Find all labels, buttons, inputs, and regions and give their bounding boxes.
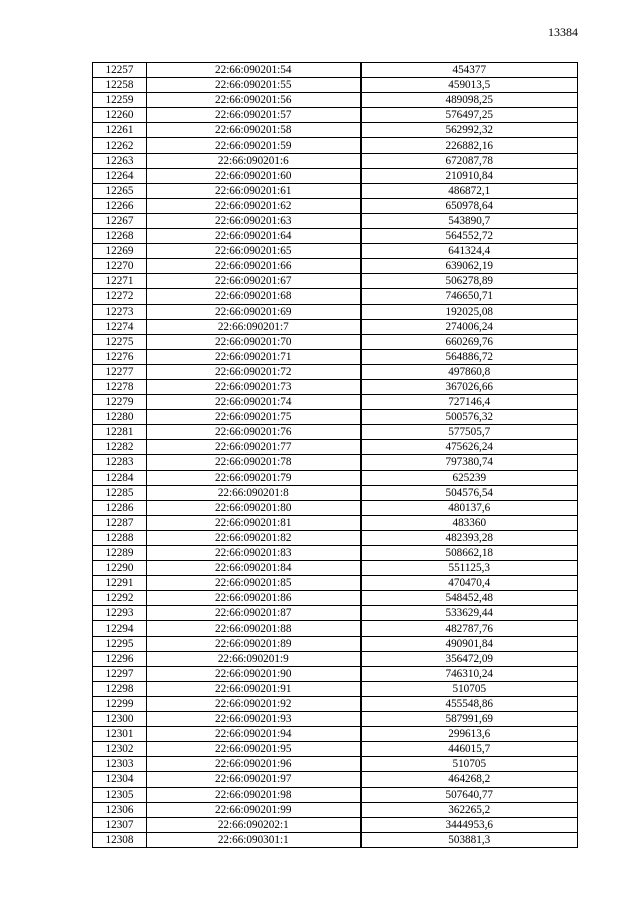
value-cell: 650978,64 bbox=[361, 198, 578, 213]
value-cell: 746310,24 bbox=[361, 666, 578, 681]
value-cell: 486872,1 bbox=[361, 183, 578, 198]
cadastral-number-cell: 22:66:090201:79 bbox=[147, 470, 361, 485]
row-number-cell: 12258 bbox=[93, 78, 147, 93]
value-cell: 503881,3 bbox=[361, 832, 578, 847]
table-row bbox=[93, 832, 578, 847]
table-row bbox=[93, 772, 578, 787]
cadastral-number-cell: 22:66:090201:55 bbox=[147, 78, 361, 93]
table-row bbox=[93, 500, 578, 515]
row-number-cell: 12263 bbox=[93, 153, 147, 168]
cadastral-number-cell: 22:66:090201:70 bbox=[147, 334, 361, 349]
value-cell: 274006,24 bbox=[361, 319, 578, 334]
table-row bbox=[93, 213, 578, 228]
table-row bbox=[93, 334, 578, 349]
row-number-cell: 12296 bbox=[93, 651, 147, 666]
row-number-cell: 12293 bbox=[93, 606, 147, 621]
table-row bbox=[93, 319, 578, 334]
table-row bbox=[93, 198, 578, 213]
cadastral-number-cell: 22:66:090301:1 bbox=[147, 832, 361, 847]
row-number-cell: 12275 bbox=[93, 334, 147, 349]
row-number-cell: 12279 bbox=[93, 395, 147, 410]
page-number: 13384 bbox=[548, 25, 578, 39]
cadastral-number-cell: 22:66:090201:73 bbox=[147, 379, 361, 394]
table-row bbox=[93, 546, 578, 561]
row-number-cell: 12292 bbox=[93, 591, 147, 606]
table-row bbox=[93, 395, 578, 410]
cadastral-number-cell: 22:66:090201:97 bbox=[147, 772, 361, 787]
cadastral-number-cell: 22:66:090201:57 bbox=[147, 108, 361, 123]
row-number-cell: 12306 bbox=[93, 802, 147, 817]
cadastral-number-cell: 22:66:090201:68 bbox=[147, 289, 361, 304]
cadastral-number-cell: 22:66:090201:93 bbox=[147, 712, 361, 727]
row-number-cell: 12298 bbox=[93, 681, 147, 696]
value-cell: 507640,77 bbox=[361, 787, 578, 802]
row-number-cell: 12269 bbox=[93, 244, 147, 259]
row-number-cell: 12295 bbox=[93, 636, 147, 651]
table-row bbox=[93, 561, 578, 576]
cadastral-number-cell: 22:66:090201:64 bbox=[147, 229, 361, 244]
table-row bbox=[93, 742, 578, 757]
value-cell: 510705 bbox=[361, 757, 578, 772]
value-cell: 497860,8 bbox=[361, 364, 578, 379]
row-number-cell: 12260 bbox=[93, 108, 147, 123]
row-number-cell: 12294 bbox=[93, 621, 147, 636]
value-cell: 506278,89 bbox=[361, 274, 578, 289]
table-row bbox=[93, 108, 578, 123]
data-table bbox=[92, 62, 578, 848]
table-row bbox=[93, 636, 578, 651]
row-number-cell: 12300 bbox=[93, 712, 147, 727]
row-number-cell: 12299 bbox=[93, 696, 147, 711]
table-row bbox=[93, 229, 578, 244]
row-number-cell: 12266 bbox=[93, 198, 147, 213]
cadastral-number-cell: 22:66:090201:65 bbox=[147, 244, 361, 259]
cadastral-number-cell: 22:66:090201:75 bbox=[147, 410, 361, 425]
cadastral-number-cell: 22:66:090201:98 bbox=[147, 787, 361, 802]
value-cell: 576497,25 bbox=[361, 108, 578, 123]
value-cell: 475626,24 bbox=[361, 440, 578, 455]
table-row bbox=[93, 244, 578, 259]
cadastral-number-cell: 22:66:090201:56 bbox=[147, 93, 361, 108]
value-cell: 455548,86 bbox=[361, 696, 578, 711]
row-number-cell: 12270 bbox=[93, 259, 147, 274]
row-number-cell: 12287 bbox=[93, 515, 147, 530]
table-row bbox=[93, 576, 578, 591]
table-row bbox=[93, 274, 578, 289]
value-cell: 641324,4 bbox=[361, 244, 578, 259]
row-number-cell: 12291 bbox=[93, 576, 147, 591]
table-row bbox=[93, 727, 578, 742]
value-cell: 562992,32 bbox=[361, 123, 578, 138]
row-number-cell: 12264 bbox=[93, 168, 147, 183]
value-cell: 489098,25 bbox=[361, 93, 578, 108]
value-cell: 672087,78 bbox=[361, 153, 578, 168]
cadastral-number-cell: 22:66:090201:86 bbox=[147, 591, 361, 606]
table-row bbox=[93, 440, 578, 455]
cadastral-number-cell: 22:66:090201:61 bbox=[147, 183, 361, 198]
table-row bbox=[93, 802, 578, 817]
cadastral-number-cell: 22:66:090201:88 bbox=[147, 621, 361, 636]
row-number-cell: 12286 bbox=[93, 500, 147, 515]
cadastral-number-cell: 22:66:090201:90 bbox=[147, 666, 361, 681]
row-number-cell: 12259 bbox=[93, 93, 147, 108]
cadastral-number-cell: 22:66:090201:59 bbox=[147, 138, 361, 153]
table-body bbox=[93, 63, 578, 848]
table-row bbox=[93, 63, 578, 78]
value-cell: 210910,84 bbox=[361, 168, 578, 183]
row-number-cell: 12282 bbox=[93, 440, 147, 455]
cadastral-number-cell: 22:66:090201:58 bbox=[147, 123, 361, 138]
cadastral-number-cell: 22:66:090201:9 bbox=[147, 651, 361, 666]
row-number-cell: 12277 bbox=[93, 364, 147, 379]
table-row bbox=[93, 425, 578, 440]
value-cell: 367026,66 bbox=[361, 379, 578, 394]
row-number-cell: 12301 bbox=[93, 727, 147, 742]
cadastral-number-cell: 22:66:090201:99 bbox=[147, 802, 361, 817]
cadastral-number-cell: 22:66:090201:6 bbox=[147, 153, 361, 168]
value-cell: 226882,16 bbox=[361, 138, 578, 153]
table-row bbox=[93, 696, 578, 711]
table-row bbox=[93, 78, 578, 93]
row-number-cell: 12308 bbox=[93, 832, 147, 847]
table-row bbox=[93, 349, 578, 364]
cadastral-number-cell: 22:66:090201:87 bbox=[147, 606, 361, 621]
cadastral-number-cell: 22:66:090201:54 bbox=[147, 63, 361, 78]
table-row bbox=[93, 712, 578, 727]
value-cell: 356472,09 bbox=[361, 651, 578, 666]
table-row bbox=[93, 485, 578, 500]
value-cell: 3444953,6 bbox=[361, 817, 578, 832]
cadastral-number-cell: 22:66:090201:85 bbox=[147, 576, 361, 591]
cadastral-number-cell: 22:66:090201:80 bbox=[147, 500, 361, 515]
cadastral-number-cell: 22:66:090201:78 bbox=[147, 455, 361, 470]
table-row bbox=[93, 817, 578, 832]
cadastral-number-cell: 22:66:090202:1 bbox=[147, 817, 361, 832]
table-row bbox=[93, 410, 578, 425]
value-cell: 490901,84 bbox=[361, 636, 578, 651]
row-number-cell: 12281 bbox=[93, 425, 147, 440]
row-number-cell: 12283 bbox=[93, 455, 147, 470]
row-number-cell: 12274 bbox=[93, 319, 147, 334]
value-cell: 504576,54 bbox=[361, 485, 578, 500]
row-number-cell: 12305 bbox=[93, 787, 147, 802]
table-row bbox=[93, 168, 578, 183]
row-number-cell: 12276 bbox=[93, 349, 147, 364]
table-row bbox=[93, 153, 578, 168]
table-row bbox=[93, 530, 578, 545]
cadastral-number-cell: 22:66:090201:94 bbox=[147, 727, 361, 742]
table-row bbox=[93, 787, 578, 802]
value-cell: 500576,32 bbox=[361, 410, 578, 425]
value-cell: 548452,48 bbox=[361, 591, 578, 606]
value-cell: 482787,76 bbox=[361, 621, 578, 636]
value-cell: 551125,3 bbox=[361, 561, 578, 576]
value-cell: 587991,69 bbox=[361, 712, 578, 727]
table-row bbox=[93, 138, 578, 153]
cadastral-number-cell: 22:66:090201:66 bbox=[147, 259, 361, 274]
row-number-cell: 12302 bbox=[93, 742, 147, 757]
value-cell: 564552,72 bbox=[361, 229, 578, 244]
cadastral-number-cell: 22:66:090201:60 bbox=[147, 168, 361, 183]
cadastral-number-cell: 22:66:090201:8 bbox=[147, 485, 361, 500]
cadastral-number-cell: 22:66:090201:95 bbox=[147, 742, 361, 757]
value-cell: 464268,2 bbox=[361, 772, 578, 787]
cadastral-number-cell: 22:66:090201:71 bbox=[147, 349, 361, 364]
cadastral-number-cell: 22:66:090201:83 bbox=[147, 546, 361, 561]
table-row bbox=[93, 470, 578, 485]
row-number-cell: 12271 bbox=[93, 274, 147, 289]
row-number-cell: 12288 bbox=[93, 530, 147, 545]
value-cell: 625239 bbox=[361, 470, 578, 485]
row-number-cell: 12272 bbox=[93, 289, 147, 304]
value-cell: 480137,6 bbox=[361, 500, 578, 515]
table-row bbox=[93, 666, 578, 681]
table-row bbox=[93, 591, 578, 606]
cadastral-number-cell: 22:66:090201:92 bbox=[147, 696, 361, 711]
value-cell: 454377 bbox=[361, 63, 578, 78]
value-cell: 746650,71 bbox=[361, 289, 578, 304]
value-cell: 508662,18 bbox=[361, 546, 578, 561]
table-row bbox=[93, 304, 578, 319]
cadastral-number-cell: 22:66:090201:82 bbox=[147, 530, 361, 545]
value-cell: 470470,4 bbox=[361, 576, 578, 591]
cadastral-number-cell: 22:66:090201:91 bbox=[147, 681, 361, 696]
table-row bbox=[93, 364, 578, 379]
table-row bbox=[93, 455, 578, 470]
row-number-cell: 12297 bbox=[93, 666, 147, 681]
cadastral-number-cell: 22:66:090201:96 bbox=[147, 757, 361, 772]
cadastral-number-cell: 22:66:090201:74 bbox=[147, 395, 361, 410]
cadastral-number-cell: 22:66:090201:81 bbox=[147, 515, 361, 530]
value-cell: 797380,74 bbox=[361, 455, 578, 470]
row-number-cell: 12261 bbox=[93, 123, 147, 138]
value-cell: 446015,7 bbox=[361, 742, 578, 757]
value-cell: 459013,5 bbox=[361, 78, 578, 93]
table-row bbox=[93, 123, 578, 138]
row-number-cell: 12303 bbox=[93, 757, 147, 772]
value-cell: 533629,44 bbox=[361, 606, 578, 621]
value-cell: 727146,4 bbox=[361, 395, 578, 410]
value-cell: 564886,72 bbox=[361, 349, 578, 364]
table-row bbox=[93, 289, 578, 304]
row-number-cell: 12290 bbox=[93, 561, 147, 576]
value-cell: 299613,6 bbox=[361, 727, 578, 742]
row-number-cell: 12265 bbox=[93, 183, 147, 198]
value-cell: 639062,19 bbox=[361, 259, 578, 274]
cadastral-number-cell: 22:66:090201:72 bbox=[147, 364, 361, 379]
value-cell: 483360 bbox=[361, 515, 578, 530]
cadastral-number-cell: 22:66:090201:89 bbox=[147, 636, 361, 651]
value-cell: 192025,08 bbox=[361, 304, 578, 319]
row-number-cell: 12280 bbox=[93, 410, 147, 425]
value-cell: 543890,7 bbox=[361, 213, 578, 228]
cadastral-number-cell: 22:66:090201:62 bbox=[147, 198, 361, 213]
table-row bbox=[93, 93, 578, 108]
row-number-cell: 12267 bbox=[93, 213, 147, 228]
value-cell: 660269,76 bbox=[361, 334, 578, 349]
table-row bbox=[93, 379, 578, 394]
cadastral-number-cell: 22:66:090201:84 bbox=[147, 561, 361, 576]
row-number-cell: 12284 bbox=[93, 470, 147, 485]
value-cell: 362265,2 bbox=[361, 802, 578, 817]
row-number-cell: 12304 bbox=[93, 772, 147, 787]
cadastral-number-cell: 22:66:090201:63 bbox=[147, 213, 361, 228]
value-cell: 482393,28 bbox=[361, 530, 578, 545]
row-number-cell: 12289 bbox=[93, 546, 147, 561]
cadastral-number-cell: 22:66:090201:77 bbox=[147, 440, 361, 455]
value-cell: 510705 bbox=[361, 681, 578, 696]
table-row bbox=[93, 651, 578, 666]
row-number-cell: 12278 bbox=[93, 379, 147, 394]
row-number-cell: 12268 bbox=[93, 229, 147, 244]
cadastral-number-cell: 22:66:090201:69 bbox=[147, 304, 361, 319]
value-cell: 577505,7 bbox=[361, 425, 578, 440]
row-number-cell: 12307 bbox=[93, 817, 147, 832]
cadastral-number-cell: 22:66:090201:67 bbox=[147, 274, 361, 289]
row-number-cell: 12257 bbox=[93, 63, 147, 78]
table-row bbox=[93, 606, 578, 621]
cadastral-number-cell: 22:66:090201:76 bbox=[147, 425, 361, 440]
table-row bbox=[93, 183, 578, 198]
table-row bbox=[93, 757, 578, 772]
row-number-cell: 12262 bbox=[93, 138, 147, 153]
table-row bbox=[93, 259, 578, 274]
cadastral-number-cell: 22:66:090201:7 bbox=[147, 319, 361, 334]
table-row bbox=[93, 681, 578, 696]
table-row bbox=[93, 621, 578, 636]
row-number-cell: 12273 bbox=[93, 304, 147, 319]
table-row bbox=[93, 515, 578, 530]
row-number-cell: 12285 bbox=[93, 485, 147, 500]
